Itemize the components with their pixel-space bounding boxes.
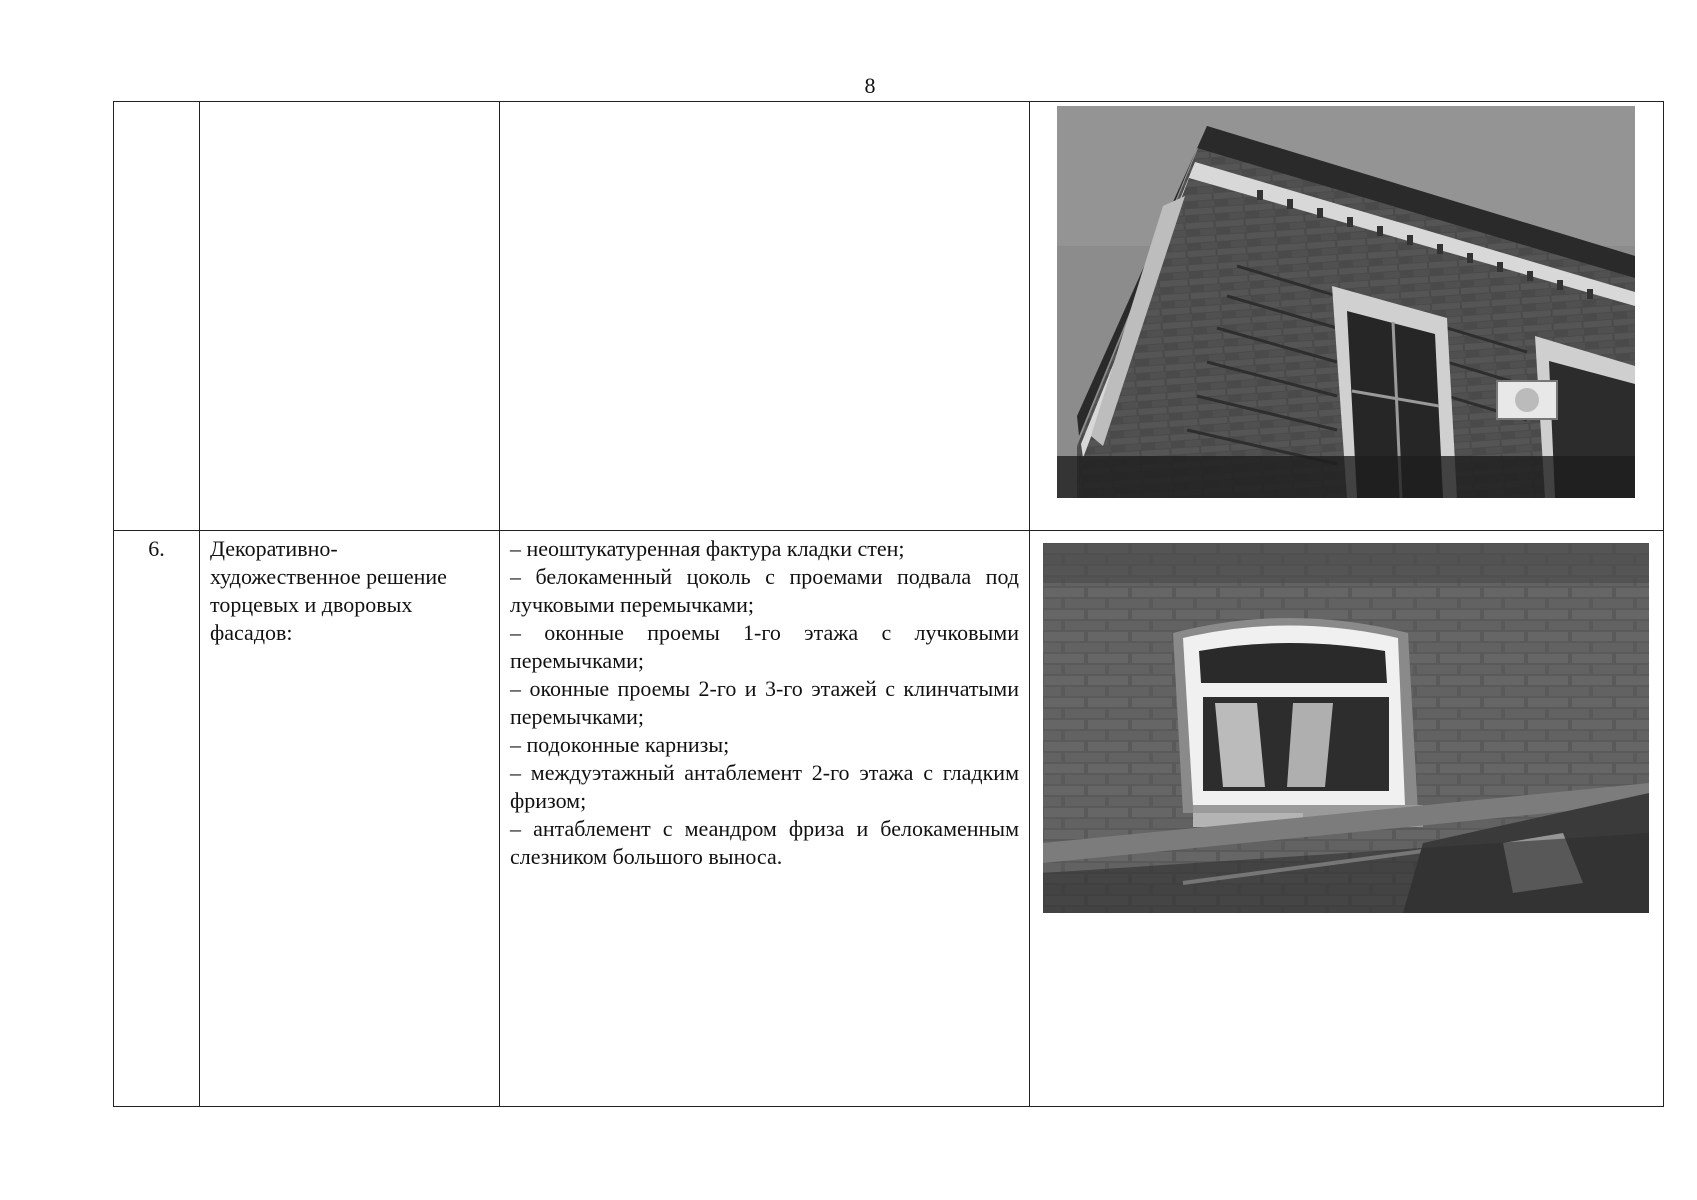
table-row [114,102,1664,531]
description-item: – неоштукатуренная фактура кладки стен; [510,536,905,561]
description-item: – оконные проемы 1-го этажа с лучковыми перемычками; [510,620,1019,673]
photo-cell [1030,531,1664,1107]
feature-name-line: фасадов: [210,620,293,645]
page-number: 8 [864,73,876,98]
feature-description-cell [500,102,1030,531]
building-cornice-photo [1057,106,1635,498]
monument-features-table [113,101,1664,1107]
table-row [114,531,1664,1107]
description-item: – антаблемент с меандром фриза и белокаменным слезником большого выноса. [510,816,1019,869]
feature-name-line: художественное решение [210,564,447,589]
description-item: – белокаменный цоколь с проемами подвала под лучковыми перемычками; [510,564,1019,617]
row-number-cell [114,102,200,531]
photo-cell [1030,102,1664,531]
row-number-cell: 6. [114,531,200,1107]
feature-name-cell [200,531,500,1107]
feature-description-cell [500,531,1030,1107]
description-item: – оконные проемы 2-го и 3-го этажей с клинчатыми перемычками; [510,676,1019,729]
feature-name-line: торцевых и дворовых [210,592,413,617]
brick-wall-window-photo [1043,543,1649,913]
description-item: – подоконные карнизы; [510,732,730,757]
feature-name-line: Декоративно- [210,536,338,561]
description-item: – междуэтажный антаблемент 2-го этажа с гладким фризом; [510,760,1019,813]
feature-name-cell [200,102,500,531]
